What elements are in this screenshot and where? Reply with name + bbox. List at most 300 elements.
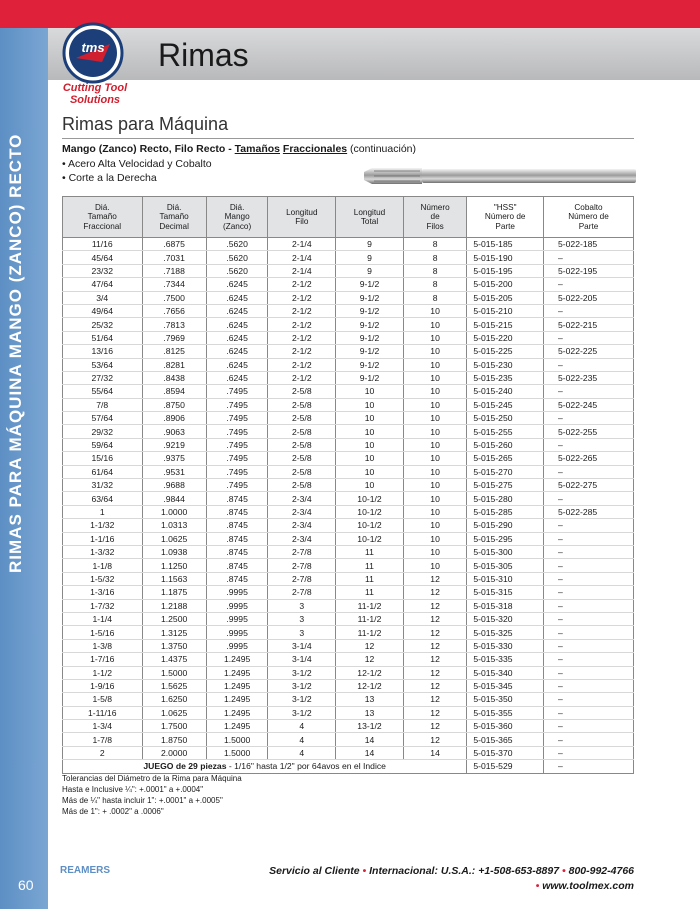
table-cell: 5-022-225 [544,345,634,358]
table-cell: 5-015-235 [467,371,544,384]
table-cell: 2-1/2 [268,304,336,317]
table-cell: 10 [336,385,404,398]
table-row [63,545,634,558]
col-header-hss: "HSS" Número de Parte [467,197,544,238]
table-cell: 5-022-245 [544,398,634,411]
table-cell: 14 [336,733,404,746]
table-cell: .7495 [206,452,268,465]
table-cell: .6875 [142,238,206,251]
table-cell: 5-015-315 [467,586,544,599]
table-cell: .5620 [206,238,268,251]
table-row [63,438,634,451]
table-cell: 31/32 [63,479,143,492]
table-row [63,465,634,478]
table-cell: 5-015-340 [467,666,544,679]
table-cell: 5-015-350 [467,693,544,706]
table-cell: 1.5000 [142,666,206,679]
table-cell: .9995 [206,586,268,599]
col-header-decimal: Diá. Tamaño Decimal [142,197,206,238]
table-cell: .7495 [206,465,268,478]
table-cell: – [544,612,634,625]
table-cell: 2-1/4 [268,251,336,264]
table-cell: 12 [403,639,467,652]
table-cell: 14 [336,746,404,759]
tolerances-note: Tolerancias del Diámetro de la Rima para Máquina Hasta e Inclusive ¼": +.0001" a +.0004" Más de ¼" hasta incluir 1": +.0001" a +.0005" Más de 1": + .0002" a .0006" [62,774,242,816]
table-cell: 10-1/2 [336,492,404,505]
table-cell: 10 [403,371,467,384]
table-cell: 1-7/8 [63,733,143,746]
table-cell: 12 [403,666,467,679]
table-cell: 2-3/4 [268,505,336,518]
table-cell: .6245 [206,345,268,358]
table-cell: 2-1/2 [268,345,336,358]
table-cell: 2-5/8 [268,412,336,425]
col-header-fractional: Diá. Tamaño Fraccional [63,197,143,238]
table-cell: 2-5/8 [268,465,336,478]
table-cell: 1-1/2 [63,666,143,679]
table-row [63,626,634,639]
table-cell: 1.0313 [142,519,206,532]
table-cell: .6245 [206,278,268,291]
table-cell: – [544,733,634,746]
table-cell: 2-7/8 [268,545,336,558]
table-cell: 1.0938 [142,545,206,558]
table-cell: 1.0000 [142,505,206,518]
table-cell: 5-015-300 [467,545,544,558]
table-cell: 14 [403,746,467,759]
table-cell: – [544,706,634,719]
table-cell: 1.2495 [206,666,268,679]
table-cell: – [544,586,634,599]
table-cell: 12 [403,586,467,599]
table-cell: 2-3/4 [268,519,336,532]
table-cell: 11 [336,586,404,599]
table-cell: 5-015-250 [467,412,544,425]
table-cell: 2 [63,746,143,759]
table-cell: 10 [403,452,467,465]
table-row [63,385,634,398]
table-cell: 5-015-295 [467,532,544,545]
table-cell: 2-1/4 [268,238,336,251]
table-cell: 1.4375 [142,653,206,666]
table-cell: 5-015-330 [467,639,544,652]
page-title: Rimas [158,37,249,73]
table-cell: 9 [336,264,404,277]
table-cell: .9375 [142,452,206,465]
table-cell: 11 [336,545,404,558]
table-cell: .7495 [206,385,268,398]
table-cell: 2-5/8 [268,438,336,451]
table-cell: .9995 [206,626,268,639]
table-cell: 12 [403,599,467,612]
table-cell: 9 [336,238,404,251]
table-cell: 5-022-195 [544,264,634,277]
table-cell: 1-5/16 [63,626,143,639]
sidebar [0,28,48,909]
table-cell: 10 [403,438,467,451]
table-cell: 27/32 [63,371,143,384]
table-cell: 10 [336,452,404,465]
table-cell: .8281 [142,358,206,371]
feature-item: • Corte a la Derecha [62,172,157,184]
table-cell: .6245 [206,291,268,304]
table-cell: 2-5/8 [268,452,336,465]
table-cell: 5-015-265 [467,452,544,465]
table-cell: 2-3/4 [268,532,336,545]
feature-item: • Acero Alta Velocidad y Cobalto [62,158,212,170]
table-row [63,318,634,331]
table-cell: 1.3125 [142,626,206,639]
table-cell: 10 [336,438,404,451]
table-cell: 9-1/2 [336,278,404,291]
table-cell: 10 [403,398,467,411]
table-cell: 55/64 [63,385,143,398]
reamer-table [62,196,634,774]
table-row [63,666,634,679]
table-cell: 1.5000 [206,733,268,746]
table-cell: – [544,412,634,425]
table-cell: 5-015-220 [467,331,544,344]
table-cell: 1.1250 [142,559,206,572]
table-cell: 10 [336,479,404,492]
table-cell: 9-1/2 [336,331,404,344]
table-cell: .7495 [206,425,268,438]
table-cell: 9 [336,251,404,264]
table-cell: 10 [403,479,467,492]
table-cell: .7813 [142,318,206,331]
table-cell: 2-7/8 [268,559,336,572]
col-header-flute-length: Longitud Filo [268,197,336,238]
table-cell: 25/32 [63,318,143,331]
table-row [63,572,634,585]
table-cell: 10 [403,519,467,532]
table-cell: – [544,385,634,398]
table-cell: 10 [403,304,467,317]
table-cell: – [544,304,634,317]
table-cell: 11/16 [63,238,143,251]
table-cell: 5-015-355 [467,706,544,719]
table-cell: 3-1/4 [268,639,336,652]
table-cell: 1.8750 [142,733,206,746]
table-cell: 1-1/8 [63,559,143,572]
table-cell: – [544,438,634,451]
table-cell: 12 [403,706,467,719]
table-cell: 9-1/2 [336,371,404,384]
table-cell: 49/64 [63,304,143,317]
table-cell: 10 [403,505,467,518]
table-cell: 3-1/2 [268,706,336,719]
table-cell: 5-015-290 [467,519,544,532]
table-cell: 1-11/16 [63,706,143,719]
table-cell: 5-015-285 [467,505,544,518]
sidebar-label: RIMAS PARA MÁQUINA MANGO (ZANCO) RECTO [6,133,25,573]
table-row [63,479,634,492]
table-cell: .7495 [206,398,268,411]
table-cell: – [544,519,634,532]
table-cell: 2-1/2 [268,318,336,331]
table-cell: .9531 [142,465,206,478]
table-cell: 47/64 [63,278,143,291]
table-cell: 2-5/8 [268,425,336,438]
table-cell: 5-022-215 [544,318,634,331]
table-cell: .9219 [142,438,206,451]
table-cell: 59/64 [63,438,143,451]
table-cell: 3-1/2 [268,693,336,706]
table-cell: 1.0625 [142,706,206,719]
table-cell: .7495 [206,438,268,451]
table-cell: 10 [403,412,467,425]
table-cell: 10 [336,398,404,411]
website-link[interactable]: www.toolmex.com [542,880,634,892]
table-cell: – [544,545,634,558]
table-row [63,586,634,599]
table-cell: 5-015-360 [467,720,544,733]
table-cell: – [544,331,634,344]
table-cell: 10 [336,465,404,478]
table-cell: 2-5/8 [268,398,336,411]
table-cell: 1-9/16 [63,679,143,692]
table-cell: .8750 [142,398,206,411]
table-row [63,612,634,625]
table-cell: 3-1/2 [268,679,336,692]
table-cell: 5-022-275 [544,479,634,492]
table-cell: 1-1/16 [63,532,143,545]
col-header-cobalt: Cobalto Número de Parte [544,197,634,238]
table-cell: 1-3/8 [63,639,143,652]
table-cell: 5-015-195 [467,264,544,277]
table-cell: 1.2500 [142,612,206,625]
table-cell: 5-015-215 [467,318,544,331]
table-cell: 4 [268,746,336,759]
table-cell: 1.1875 [142,586,206,599]
table-cell: 12 [403,653,467,666]
table-cell: 2-1/4 [268,264,336,277]
table-row [63,412,634,425]
table-row [63,492,634,505]
table-cell: 3-1/4 [268,653,336,666]
table-cell: 1-1/32 [63,519,143,532]
table-cell: .6245 [206,371,268,384]
section-subtitle: Rimas para Máquina [62,114,229,134]
table-row [63,452,634,465]
table-cell: 8 [403,278,467,291]
table-cell: 2-1/2 [268,358,336,371]
table-cell: – [544,492,634,505]
table-cell: .8745 [206,545,268,558]
table-cell: 2-3/4 [268,492,336,505]
table-cell: 8 [403,264,467,277]
table-cell: 8 [403,291,467,304]
contact-info: Servicio al Cliente • Internacional: U.S.A.: +1-508-653-8897 • 800-992-4766 • www.toolmex.com [269,865,634,892]
table-cell: 5-015-210 [467,304,544,317]
table-cell: 3/4 [63,291,143,304]
table-cell: 13/16 [63,345,143,358]
table-cell: 5-022-265 [544,452,634,465]
table-cell: 1.2495 [206,693,268,706]
table-row [63,358,634,371]
table-cell: 2-1/2 [268,278,336,291]
table-cell: 7/8 [63,398,143,411]
table-cell: – [544,572,634,585]
table-row [63,532,634,545]
table-cell: – [544,746,634,759]
table-row [63,733,634,746]
table-cell: 12 [403,679,467,692]
set-description: JUEGO de 29 piezas - 1/16" hasta 1/2" por 64avos en el Indice [63,760,467,773]
table-cell: 1 [63,505,143,518]
table-cell: 53/64 [63,358,143,371]
table-cell: 2-7/8 [268,572,336,585]
table-cell: 8 [403,251,467,264]
table-cell: 1.7500 [142,720,206,733]
table-cell: 1-1/4 [63,612,143,625]
table-cell: 12-1/2 [336,666,404,679]
table-cell: 1-7/16 [63,653,143,666]
table-cell: 5-015-305 [467,559,544,572]
table-cell: 1.2495 [206,720,268,733]
table-cell: 1-3/32 [63,545,143,558]
table-cell: 5-015-318 [467,599,544,612]
table-row [63,693,634,706]
table-cell: .6245 [206,358,268,371]
table-cell: .8125 [142,345,206,358]
table-cell: 1.5625 [142,679,206,692]
section-description: Mango (Zanco) Recto, Filo Recto - Tamaños Fraccionales (continuación) [62,143,416,155]
table-cell: 5-022-255 [544,425,634,438]
table-cell: .9688 [142,479,206,492]
table-cell: 11-1/2 [336,599,404,612]
table-cell: 5-015-270 [467,465,544,478]
table-cell: – [544,679,634,692]
table-cell: 12 [336,639,404,652]
table-cell: 10 [336,425,404,438]
table-cell: 12 [403,612,467,625]
table-cell: 5-022-185 [544,238,634,251]
table-cell: 15/16 [63,452,143,465]
table-cell: 2-1/2 [268,371,336,384]
table-cell: – [544,358,634,371]
table-row [63,519,634,532]
table-cell: 1.1563 [142,572,206,585]
table-cell: 29/32 [63,425,143,438]
table-cell: – [544,639,634,652]
table-row [63,746,634,759]
table-cell: 10 [403,532,467,545]
table-cell: 5-015-310 [467,572,544,585]
table-cell: 2-1/2 [268,331,336,344]
table-row [63,238,634,251]
page-number: 60 [18,877,34,893]
table-cell: .5620 [206,251,268,264]
table-cell: 5-015-205 [467,291,544,304]
table-cell: .7495 [206,479,268,492]
table-cell: .7188 [142,264,206,277]
table-cell: 11 [336,559,404,572]
table-row [63,278,634,291]
table-cell: – [544,465,634,478]
table-cell: – [544,278,634,291]
table-cell: 9-1/2 [336,358,404,371]
reamer-image [362,163,638,189]
table-cell: .9063 [142,425,206,438]
table-cell: 1-5/32 [63,572,143,585]
table-cell: 10 [403,425,467,438]
table-cell: 1.2495 [206,653,268,666]
table-cell: 51/64 [63,331,143,344]
table-cell: .7031 [142,251,206,264]
set-row [63,760,634,773]
table-cell: 45/64 [63,251,143,264]
table-cell: 4 [268,733,336,746]
table-cell: .8745 [206,492,268,505]
table-row [63,639,634,652]
table-cell: 11-1/2 [336,626,404,639]
table-cell: 1-5/8 [63,693,143,706]
table-cell: 5-015-335 [467,653,544,666]
table-row [63,331,634,344]
col-header-flutes: Número de Filos [403,197,467,238]
table-row [63,264,634,277]
table-cell: 13 [336,693,404,706]
table-cell: 3 [268,599,336,612]
table-cell: 2-5/8 [268,385,336,398]
table-cell: 57/64 [63,412,143,425]
table-cell: 10 [403,385,467,398]
table-cell: 5-015-185 [467,238,544,251]
table-cell: 5-015-200 [467,278,544,291]
table-cell: 5-022-205 [544,291,634,304]
table-cell: 9-1/2 [336,345,404,358]
table-row [63,304,634,317]
table-cell: .8745 [206,505,268,518]
table-cell: 10 [403,545,467,558]
table-cell: 1.0625 [142,532,206,545]
table-cell: .8594 [142,385,206,398]
table-cell: 10 [403,465,467,478]
table-cell: .5620 [206,264,268,277]
table-cell: 10 [403,331,467,344]
table-cell: 5-022-235 [544,371,634,384]
table-cell: .9844 [142,492,206,505]
table-cell: 2.0000 [142,746,206,759]
table-cell: 12 [403,626,467,639]
table-cell: 12 [336,653,404,666]
table-cell: .6245 [206,331,268,344]
table-cell: 1.2188 [142,599,206,612]
table-row [63,345,634,358]
table-cell: 5-015-325 [467,626,544,639]
table-row [63,425,634,438]
table-cell: 3 [268,626,336,639]
table-cell: 61/64 [63,465,143,478]
table-cell: – [544,532,634,545]
table-cell: 12 [403,572,467,585]
table-cell: – [544,666,634,679]
table-cell: 12 [403,693,467,706]
table-row [63,398,634,411]
table-cell: – [544,653,634,666]
table-cell: 12 [403,720,467,733]
table-cell: 1.3750 [142,639,206,652]
table-cell: 5-015-345 [467,679,544,692]
table-cell: .6245 [206,304,268,317]
table-cell: 5-015-365 [467,733,544,746]
table-cell: 2-1/2 [268,291,336,304]
table-cell: – [544,599,634,612]
table-cell: – [544,720,634,733]
table-cell: .7500 [142,291,206,304]
logo-brand: tms [81,40,105,55]
